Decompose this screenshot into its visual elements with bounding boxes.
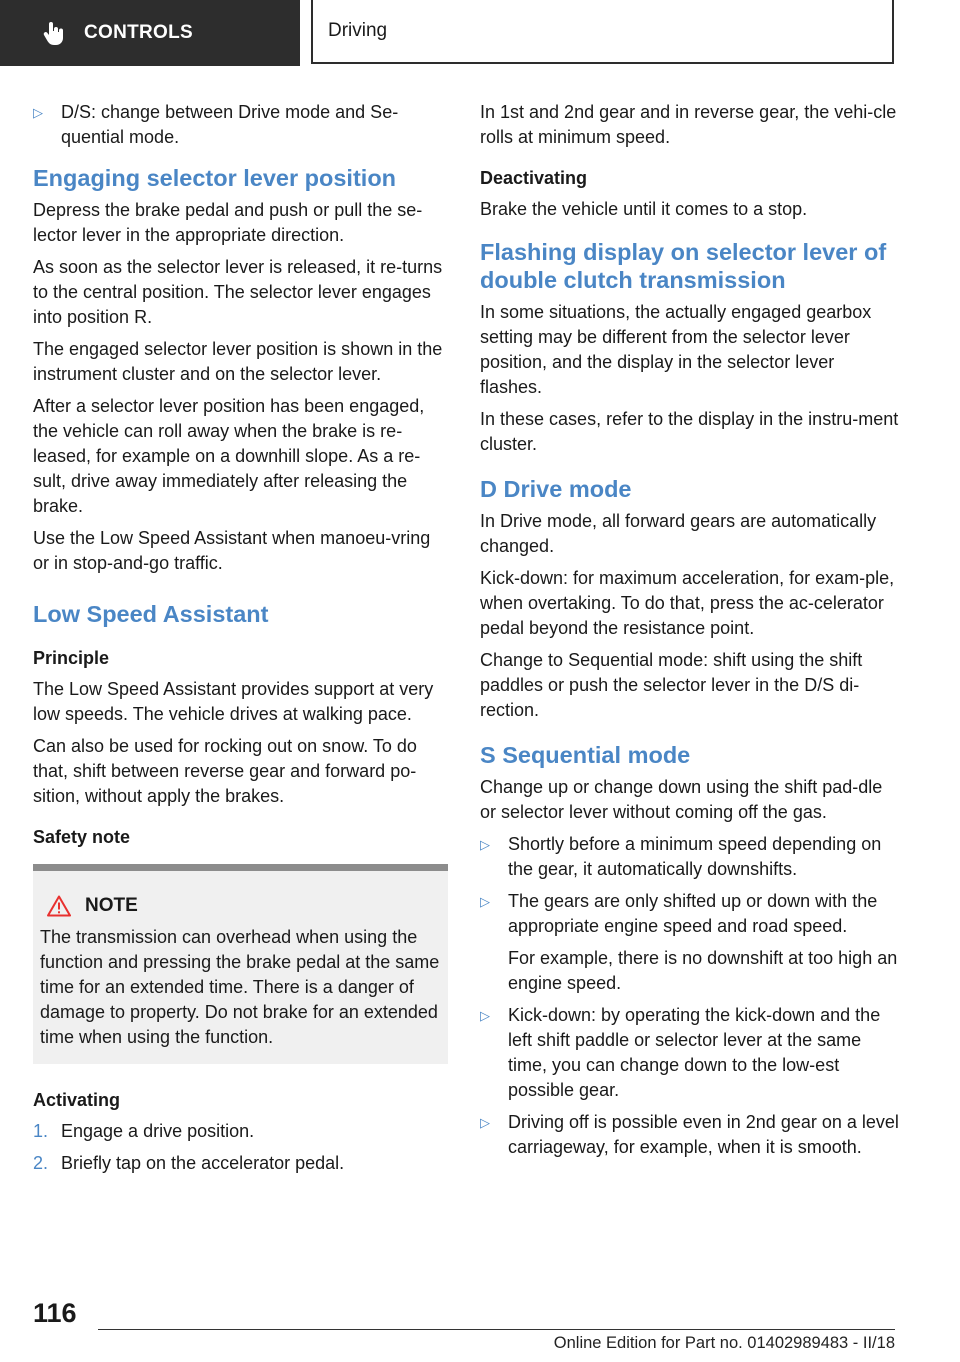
- note-box: [33, 864, 448, 1064]
- section-title: CONTROLS: [84, 22, 194, 43]
- paragraph: Change up or change down using the shift pad-dle or selector lever without coming off the gas.: [480, 777, 883, 822]
- footer-divider: [98, 1329, 895, 1330]
- heading-drive-mode: D Drive mode: [480, 476, 632, 502]
- paragraph: In 1st and 2nd gear and in reverse gear, the vehi-cle rolls at minimum speed.: [480, 102, 897, 147]
- paragraph: In some situations, the actually engaged gearbox setting may be different from the selector lever position, and the display in the selector lever flashes.: [480, 302, 872, 397]
- paragraph: In Drive mode, all forward gears are automatically changed.: [480, 511, 877, 556]
- heading-flashing-display: Flashing display on selector lever of double clutch transmission: [480, 239, 887, 293]
- note-title: NOTE: [85, 895, 138, 916]
- paragraph: Change to Sequential mode: shift using the shift paddles or push the selector lever in the D/S di-rection.: [480, 650, 863, 720]
- list-item: ▷ Driving off is possible even in 2nd gear on a level carriageway, for example, when it is smooth.: [480, 1112, 899, 1157]
- heading-sequential-mode: S Sequential mode: [480, 742, 691, 768]
- paragraph: The engaged selector lever position is shown in the instrument cluster and on the selector lever.: [33, 339, 443, 384]
- paragraph: In these cases, refer to the display in the instru-ment cluster.: [480, 409, 899, 454]
- paragraph: Can also be used for rocking out on snow. To do that, shift between reverse gear and forward po-sition, without apply the brakes.: [33, 736, 417, 806]
- warning-triangle-icon: [47, 895, 71, 917]
- bullet-marker-icon: ▷: [480, 894, 490, 909]
- chapter-title: Driving: [311, 0, 894, 64]
- subheading-activating: Activating: [33, 1090, 121, 1110]
- page-number: 116: [33, 1298, 77, 1328]
- paragraph: Kick-down: for maximum acceleration, for exam-ple, when overtaking. To do that, press the ac-celerator pedal beyond the resistance point.: [480, 568, 895, 638]
- list-item: ▷ D/S: change between Drive mode and Se-quential mode.: [33, 102, 399, 147]
- paragraph: Brake the vehicle until it comes to a stop.: [480, 199, 808, 219]
- footer-text: Online Edition for Part no. 01402989483 - II/18: [553, 1334, 895, 1352]
- heading-engaging-selector: Engaging selector lever position: [33, 165, 397, 191]
- note-text: The transmission can overhead when using the function and pressing the brake pedal at the same time for an extended time. There is a danger of damage to property. Do not brake for an extended time when using the function.: [40, 927, 440, 1047]
- list-item: 2. Briefly tap on the accelerator pedal.: [33, 1153, 345, 1173]
- paragraph: Depress the brake pedal and push or pull the se-lector lever in the appropriate direction.: [33, 200, 423, 245]
- bullet-marker-icon: ▷: [480, 1115, 490, 1130]
- right-column: [480, 100, 900, 1167]
- left-column: [33, 100, 448, 1183]
- subheading-principle: Principle: [33, 648, 110, 668]
- bullet-marker-icon: ▷: [480, 1008, 490, 1023]
- heading-low-speed-assistant: Low Speed Assistant: [33, 601, 269, 627]
- list-item: ▷ Shortly before a minimum speed depending on the gear, it automatically downshifts.: [480, 834, 882, 879]
- subheading-deactivating: Deactivating: [480, 168, 588, 188]
- paragraph: As soon as the selector lever is released, it re-turns to the central position. The selector lever engages into position R.: [33, 257, 443, 327]
- bullet-marker-icon: ▷: [33, 105, 43, 120]
- paragraph: The Low Speed Assistant provides support at very low speeds. The vehicle drives at walking pace.: [33, 679, 434, 724]
- page-header: [0, 0, 960, 66]
- list-item: ▷ Kick-down: by operating the kick-down and the left shift paddle or selector lever at the same time, you can change down to the low-est possible gear.: [480, 1005, 881, 1100]
- section-tab: [0, 0, 300, 66]
- note-header: [40, 895, 440, 917]
- paragraph: Use the Low Speed Assistant when manoeu-vring or in stop-and-go traffic.: [33, 528, 431, 573]
- subheading-safety-note: Safety note: [33, 827, 131, 847]
- hand-pointer-icon: [40, 19, 68, 47]
- paragraph: After a selector lever position has been engaged, the vehicle can roll away when the brake is re-leased, for example on a downhill slope. As a re-sult, drive away immediately after releasing the brake.: [33, 396, 425, 516]
- bullet-marker-icon: ▷: [480, 837, 490, 852]
- list-item: 1. Engage a drive position.: [33, 1121, 255, 1141]
- list-item: ▷ The gears are only shifted up or down with the appropriate engine speed and road speed. For example, there is no downshift at too high an engine speed.: [480, 891, 898, 993]
